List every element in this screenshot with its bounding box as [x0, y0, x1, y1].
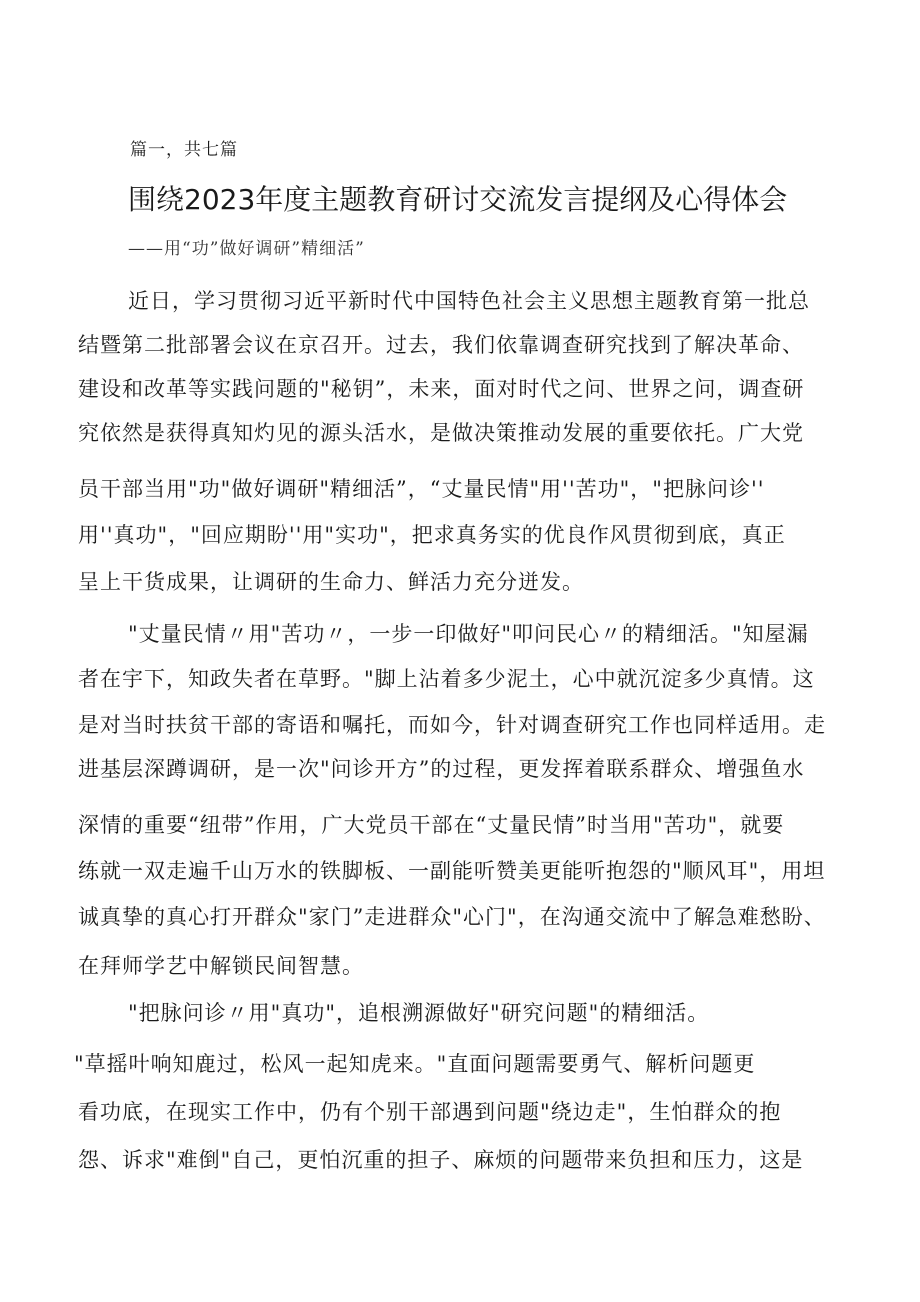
body-line: 深情的重要“纽带”作用，广大党员干部在“丈量民情”时当用"苦功"，就要: [78, 813, 785, 837]
document-title: 围绕2023年度主题教育研讨交流发言提纲及心得体会: [128, 183, 788, 216]
body-line: 结暨第二批部署会议在京召开。过去，我们依靠调查研究找到了解决革命、: [78, 333, 804, 357]
body-line: 究依然是获得真知灼见的源头活水，是做决策推动发展的重要依托。广大党: [78, 421, 804, 445]
body-line: 看功底，在现实工作中，仍有个别干部遇到问题"绕边走"，生怕群众的抱: [78, 1100, 782, 1124]
body-line: "丈量民情〃用"苦功〃，一步一印做好"叩问民心〃的精细活。"知屋漏: [128, 622, 809, 646]
body-line: 建设和改革等实践问题的"秘钥”，未来，面对时代之问、世界之问，调查研: [78, 377, 805, 401]
body-line: "把脉问诊〃用"真功"，追根溯源做好"研究问题"的精细活。: [128, 1001, 710, 1025]
body-line: 诚真挚的真心打开群众"家门”走进群众"心门"，在沟通交流中了解急难愁盼、: [78, 905, 826, 929]
document-subtitle: ——用“功”做好调研”精细活”: [128, 239, 365, 259]
body-line: 员干部当用"功"做好调研"精细活”，“丈量民情"用''苦功"，"把脉问诊'': [78, 477, 765, 501]
body-line: 练就一双走遍千山万水的铁脚板、一副能听赞美更能听抱怨的"顺风耳"，用坦: [78, 859, 826, 883]
body-line: 呈上干货成果，让调研的生命力、鲜活力充分迸发。: [78, 570, 584, 594]
body-line: 近日，学习贯彻习近平新时代中国特色社会主义思想主题教育第一批总: [128, 289, 810, 313]
body-line: 在拜师学艺中解锁民间智慧。: [78, 954, 364, 978]
section-label: 篇一，共七篇: [130, 140, 238, 160]
body-line: 者在宇下，知政失者在草野。"脚上沾着多少泥土，心中就沉淀多少真情。这: [78, 667, 815, 691]
body-line: 怨、诉求"难倒"自己，更怕沉重的担子、麻烦的问题带来负担和压力，这是: [78, 1148, 804, 1172]
body-line: 用''真功"，"回应期盼''用"实功"，把求真务实的优良作风贯彻到底，真正: [78, 523, 786, 547]
body-line: 进基层深蹲调研，是一次"问诊开方”的过程，更发挥着联系群众、增强鱼水: [78, 757, 805, 781]
body-line: "草摇叶响知鹿过，松风一起知虎来。"直面问题需要勇气、解析问题更: [74, 1052, 756, 1076]
body-line: 是对当时扶贫干部的寄语和嘱托，而如今，针对调查研究工作也同样适用。走: [78, 713, 826, 737]
